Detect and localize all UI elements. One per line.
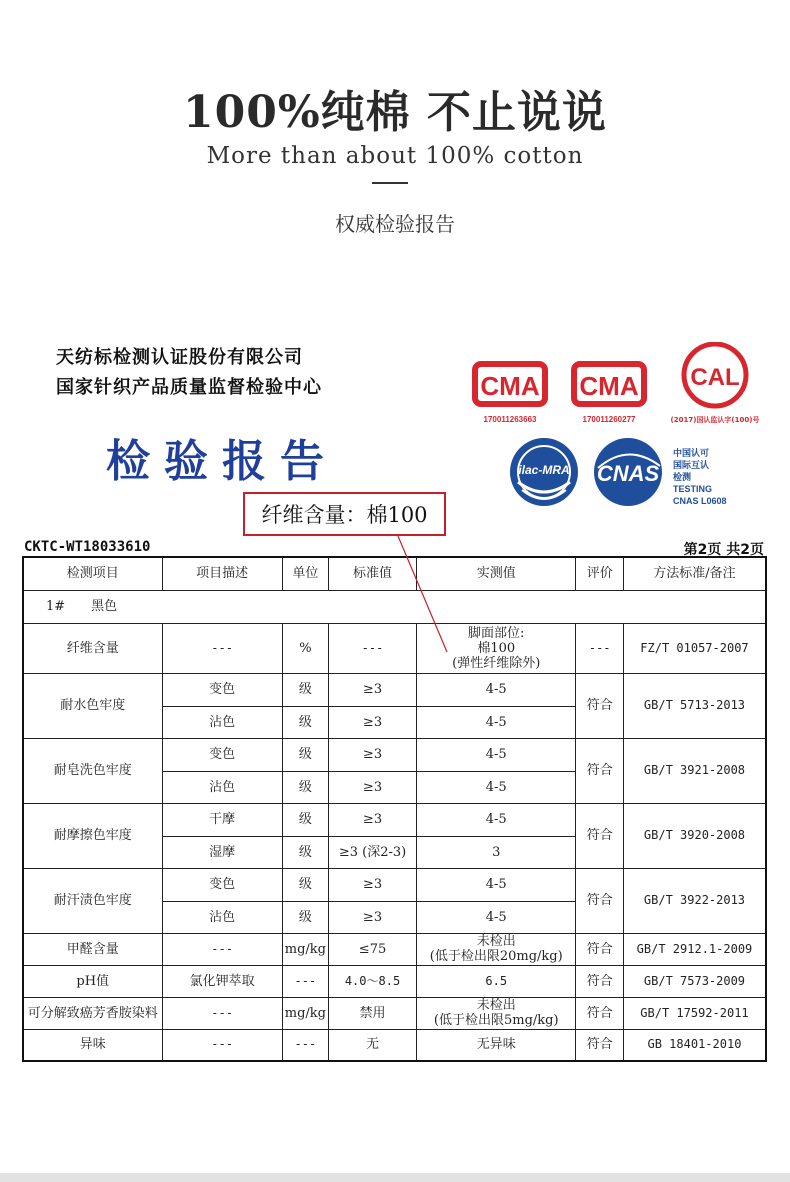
cell-measured: 4-5	[417, 738, 576, 771]
cell-method: GB/T 17592-2011	[623, 997, 766, 1029]
header-standard: 标准值	[329, 557, 417, 590]
hero-subtitle: More than about 100% cotton	[206, 143, 584, 169]
sample-number: 1#	[46, 599, 66, 614]
cell-description: ---	[162, 997, 282, 1029]
cell-measured: 4-5	[417, 673, 576, 706]
cell-method: GB/T 3922-2013	[623, 868, 766, 933]
cell-item: 耐水色牢度	[23, 673, 162, 738]
cell-item: 甲醛含量	[23, 933, 162, 965]
cma-logo-2	[574, 364, 644, 424]
cma-logo-2-number: 170011260277	[582, 415, 636, 424]
sample-cell	[23, 590, 766, 623]
cell-standard: ≥3	[329, 738, 417, 771]
cell-description: 变色	[162, 673, 282, 706]
cell-measured	[417, 933, 576, 965]
header-evaluation: 评价	[576, 557, 623, 590]
cell-evaluation: ---	[576, 623, 623, 673]
cnas-cn-line-3: 检测	[673, 473, 692, 483]
cell-unit: mg/kg	[282, 997, 328, 1029]
cell-description: 干摩	[162, 803, 282, 836]
cell-standard: ≥3	[329, 803, 417, 836]
cma-logo-1-text: CMA	[480, 371, 540, 401]
measured-line: 未检出	[476, 998, 516, 1013]
cell-description: 湿摩	[162, 836, 282, 868]
cell-standard: 禁用	[329, 997, 417, 1029]
table-row	[23, 803, 766, 836]
certification-logos	[470, 342, 770, 512]
cell-description: ---	[162, 933, 282, 965]
header-measured: 实测值	[417, 557, 576, 590]
org-name-2: 国家针织产品质量监督检验中心	[56, 377, 322, 398]
table-row	[23, 868, 766, 901]
cell-unit: 级	[282, 836, 328, 868]
cma-logo-1-number: 170011263663	[483, 415, 537, 424]
cell-item: pH值	[23, 965, 162, 997]
measured-line: (弹性纤维除外)	[452, 655, 541, 671]
table-row	[23, 673, 766, 706]
cell-measured: 4-5	[417, 706, 576, 738]
cell-description: 氯化钾萃取	[162, 965, 282, 997]
cell-method: GB 18401-2010	[623, 1029, 766, 1061]
measured-line: 未检出	[476, 934, 516, 949]
header-unit: 单位	[282, 557, 328, 590]
ilac-mra-logo-text: ilac-MRA	[518, 463, 570, 477]
cnas-en-line-1: TESTING	[673, 484, 713, 494]
sample-color: 黑色	[91, 599, 118, 614]
cal-logo-number: (2017)国认监认字(100)号	[670, 416, 760, 424]
cell-description: 沾色	[162, 901, 282, 933]
cell-standard: ≥3 (深2-3)	[329, 836, 417, 868]
table-row	[23, 623, 766, 673]
table-row	[23, 965, 766, 997]
hero-title: 100%纯棉 不止说说	[183, 87, 607, 138]
header-method: 方法标准/备注	[623, 557, 766, 590]
cal-logo-text: CAL	[690, 364, 740, 391]
cell-standard: 4.0～8.5	[329, 965, 417, 997]
cma-logo-2-text: CMA	[579, 371, 639, 401]
cell-unit: mg/kg	[282, 933, 328, 965]
report-number: CKTC-WT18033610	[24, 539, 151, 555]
cell-evaluation: 符合	[576, 965, 623, 997]
cell-description: 沾色	[162, 706, 282, 738]
cell-method: GB/T 2912.1-2009	[623, 933, 766, 965]
cell-unit: ---	[282, 965, 328, 997]
table-row	[23, 1029, 766, 1061]
header-test-item: 检测项目	[23, 557, 162, 590]
cma-logo-1	[475, 364, 545, 424]
cell-description: 沾色	[162, 771, 282, 803]
cell-standard: ---	[329, 623, 417, 673]
header-description: 项目描述	[162, 557, 282, 590]
cell-unit: ---	[282, 1029, 328, 1061]
cell-method: GB/T 3920-2008	[623, 803, 766, 868]
cell-method: FZ/T 01057-2007	[623, 623, 766, 673]
report-title: 检验报告	[106, 436, 338, 487]
cell-unit: 级	[282, 803, 328, 836]
cell-item: 纤维含量	[23, 623, 162, 673]
cell-measured: 无异味	[417, 1029, 576, 1061]
cell-method: GB/T 5713-2013	[623, 673, 766, 738]
cnas-logo	[594, 438, 727, 506]
cell-item: 异味	[23, 1029, 162, 1061]
cnas-cn-line-2: 国际互认	[673, 461, 710, 471]
hero-divider	[372, 182, 408, 184]
cell-description: ---	[162, 623, 282, 673]
bottom-band	[0, 1173, 790, 1182]
cell-description: 变色	[162, 868, 282, 901]
cell-measured: 4-5	[417, 868, 576, 901]
cell-standard: ≥3	[329, 673, 417, 706]
cell-measured: 3	[417, 836, 576, 868]
cell-standard: 无	[329, 1029, 417, 1061]
cell-unit: 级	[282, 868, 328, 901]
cell-method: GB/T 7573-2009	[623, 965, 766, 997]
cnas-cn-line-1: 中国认可	[673, 449, 710, 459]
cell-evaluation: 符合	[576, 933, 623, 965]
measured-line: 脚面部位:	[468, 625, 525, 641]
cell-evaluation: 符合	[576, 803, 623, 868]
cell-standard: ≥3	[329, 868, 417, 901]
sample-row	[23, 590, 766, 623]
cell-unit: 级	[282, 901, 328, 933]
measured-line: 棉100	[477, 640, 516, 656]
cell-unit: 级	[282, 706, 328, 738]
cell-unit: %	[282, 623, 328, 673]
section-heading: 权威检验报告	[335, 212, 455, 236]
cnas-en-line-2: CNAS L0608	[673, 496, 727, 506]
ilac-mra-logo	[510, 438, 578, 506]
cell-standard: ≥3	[329, 771, 417, 803]
cell-measured: 4-5	[417, 771, 576, 803]
table-header-row	[23, 557, 766, 590]
table-row	[23, 933, 766, 965]
cell-item: 耐摩擦色牢度	[23, 803, 162, 868]
measured-line: (低于检出限5mg/kg)	[433, 1013, 559, 1028]
cal-logo	[671, 344, 760, 424]
table-row	[23, 738, 766, 771]
cell-method: GB/T 3921-2008	[623, 738, 766, 803]
page-indicator: 第2页 共2页	[683, 542, 764, 558]
fiber-content-callout: 纤维含量：棉100	[243, 492, 446, 536]
table-row	[23, 997, 766, 1029]
cell-standard: ≥3	[329, 706, 417, 738]
cell-measured: 6.5	[417, 965, 576, 997]
cell-item: 可分解致癌芳香胺染料	[23, 997, 162, 1029]
cell-unit: 级	[282, 738, 328, 771]
cell-description: 变色	[162, 738, 282, 771]
test-results-table	[22, 556, 767, 1062]
cell-measured	[417, 623, 576, 673]
cell-measured: 4-5	[417, 803, 576, 836]
cell-item: 耐皂洗色牢度	[23, 738, 162, 803]
cell-evaluation: 符合	[576, 738, 623, 803]
cell-standard: ≤75	[329, 933, 417, 965]
cell-evaluation: 符合	[576, 868, 623, 933]
cell-evaluation: 符合	[576, 997, 623, 1029]
measured-line: (低于检出限20mg/kg)	[429, 949, 563, 964]
cell-evaluation: 符合	[576, 1029, 623, 1061]
cell-description: ---	[162, 1029, 282, 1061]
cell-unit: 级	[282, 673, 328, 706]
cell-standard: ≥3	[329, 901, 417, 933]
cell-evaluation: 符合	[576, 673, 623, 738]
cell-measured: 4-5	[417, 901, 576, 933]
cell-item: 耐汗渍色牢度	[23, 868, 162, 933]
cnas-logo-text: CNAS	[596, 461, 660, 486]
org-name-1: 天纺标检测认证股份有限公司	[56, 347, 303, 368]
cell-measured	[417, 997, 576, 1029]
cell-unit: 级	[282, 771, 328, 803]
